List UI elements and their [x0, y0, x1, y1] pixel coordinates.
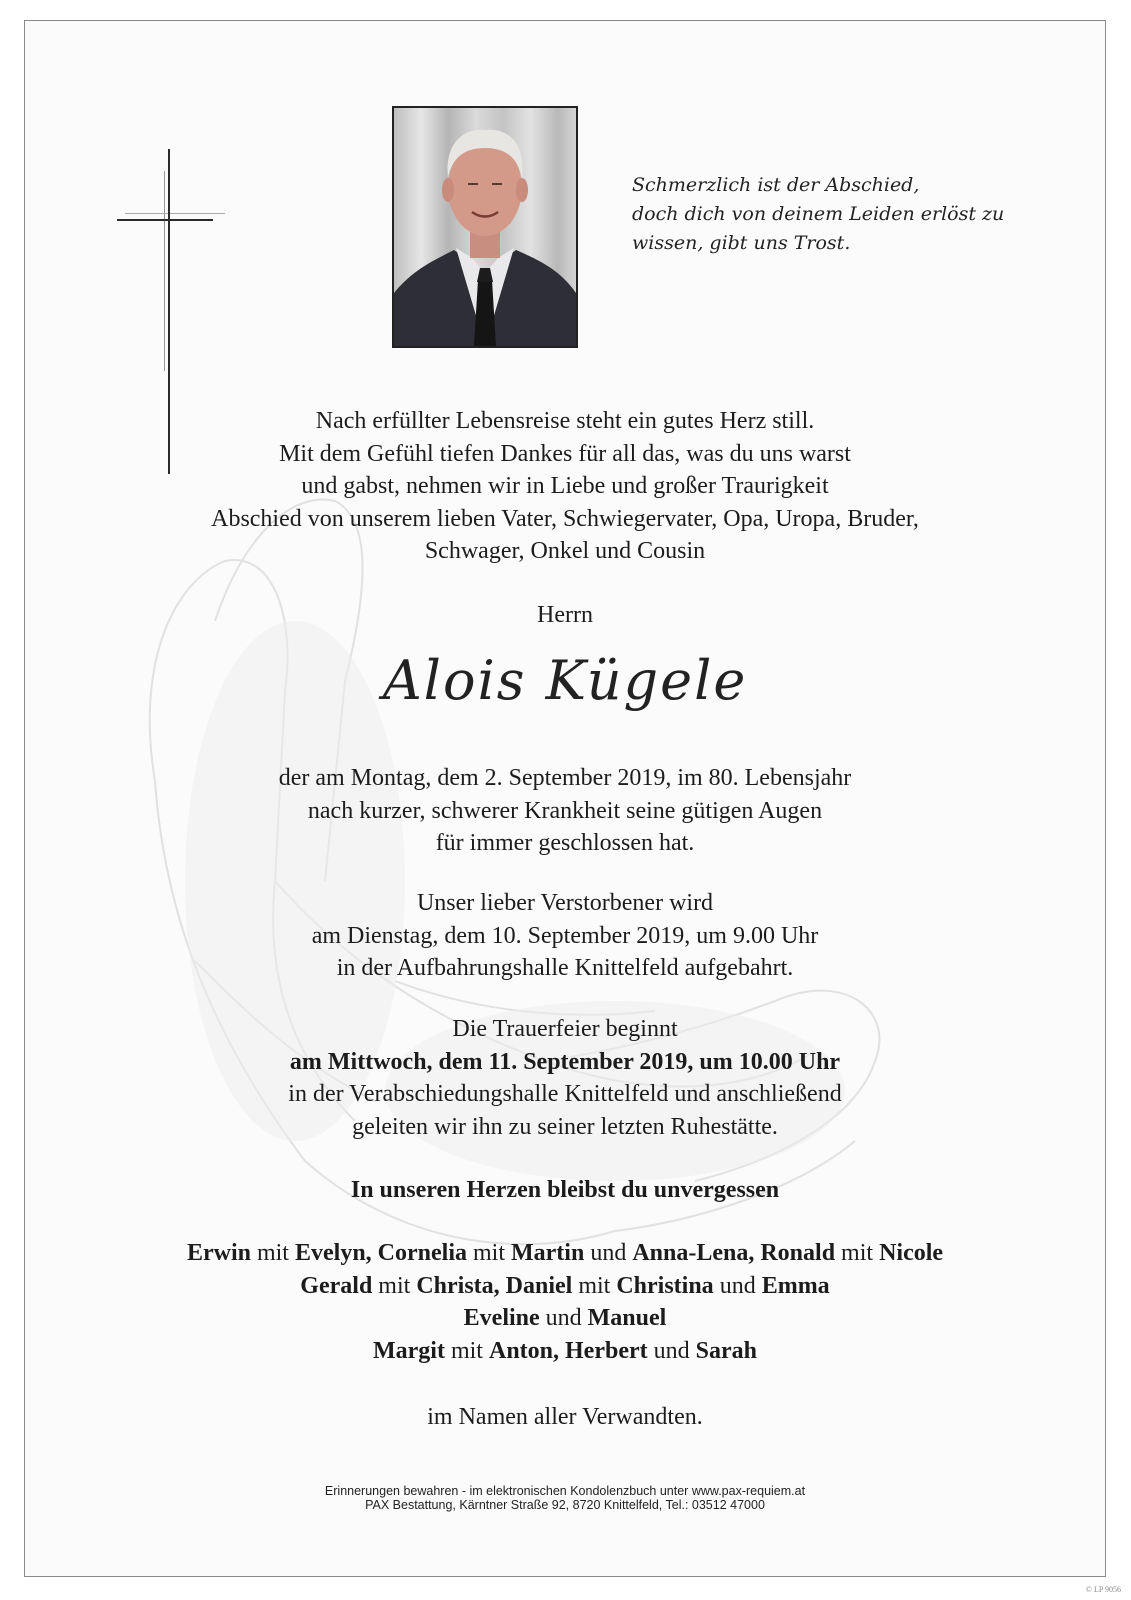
- intro-line: und gabst, nehmen wir in Liebe und großer Traurigkeit: [301, 473, 829, 499]
- salutation: Herrn: [537, 602, 593, 628]
- quote-line: wissen, gibt uns Trost.: [632, 232, 851, 254]
- print-stamp: © LP 9056: [1085, 1585, 1121, 1594]
- portrait-photo: [392, 106, 578, 348]
- quote-line: Schmerzlich ist der Abschied,: [632, 174, 920, 196]
- obituary-page: [24, 20, 1106, 1577]
- death-notice-paragraph: [25, 762, 1105, 860]
- family-line: Erwin mit Evelyn, Cornelia mit Martin und Anna-Lena, Ronald mit Nicole: [186, 1240, 944, 1266]
- intro-line: Nach erfüllter Lebensreise steht ein gutes Herz still.: [315, 408, 815, 434]
- quote-line: doch dich von deinem Leiden erlöst zu: [632, 203, 1005, 225]
- family-line: Eveline und Manuel: [463, 1305, 667, 1331]
- intro-line: Schwager, Onkel und Cousin: [424, 538, 706, 564]
- cross-shadow-vertical: [164, 171, 165, 371]
- ceremony-line: geleiten wir ihn zu seiner letzten Ruhestätte.: [352, 1113, 778, 1140]
- ceremony-line: in der Verabschiedungshalle Knittelfeld und anschließend: [288, 1081, 842, 1107]
- ceremony-paragraph: [25, 1013, 1105, 1143]
- intro-line: Abschied von unserem lieben Vater, Schwiegervater, Opa, Uropa, Bruder,: [211, 505, 919, 532]
- intro-paragraph: [25, 405, 1105, 568]
- ceremony-date: am Mittwoch, dem 11. September 2019, um 10.00 Uhr: [289, 1048, 841, 1075]
- family-list: [25, 1237, 1105, 1367]
- viewing-paragraph: [25, 887, 1105, 985]
- viewing-line: in der Aufbahrungshalle Knittelfeld aufgebahrt.: [336, 955, 794, 981]
- remembrance-line: In unseren Herzen bleibst du unvergessen: [350, 1177, 780, 1203]
- deceased-name: Alois Kügele: [382, 649, 748, 712]
- viewing-line: am Dienstag, dem 10. September 2019, um 9.00 Uhr: [311, 922, 819, 949]
- ceremony-line: Die Trauerfeier beginnt: [452, 1016, 678, 1042]
- family-line: Margit mit Anton, Herbert und Sarah: [373, 1337, 757, 1364]
- cross-icon-horizontal: [117, 219, 213, 221]
- footer-condolence-link[interactable]: Erinnerungen bewahren - im elektronischen Kondolenzbuch unter www.pax-requiem.at: [324, 1484, 806, 1498]
- closing-line: im Namen aller Verwandten.: [427, 1404, 703, 1430]
- viewing-line: Unser lieber Verstorbener wird: [416, 890, 714, 916]
- death-notice-line: der am Montag, dem 2. September 2019, im 80. Lebensjahr: [278, 765, 852, 791]
- death-notice-line: für immer geschlossen hat.: [435, 830, 695, 856]
- family-line: Gerald mit Christa, Daniel mit Christina und Emma: [300, 1272, 830, 1299]
- death-notice-line: nach kurzer, schwerer Krankheit seine gütigen Augen: [307, 797, 823, 824]
- footer: [25, 1484, 1105, 1512]
- cross-shadow-horizontal: [125, 213, 225, 214]
- footer-address: PAX Bestattung, Kärntner Straße 92, 8720 Knittelfeld, Tel.: 03512 47000: [365, 1498, 765, 1512]
- quote-block: [632, 171, 1012, 258]
- intro-line: Mit dem Gefühl tiefen Dankes für all das, was du uns warst: [279, 440, 851, 467]
